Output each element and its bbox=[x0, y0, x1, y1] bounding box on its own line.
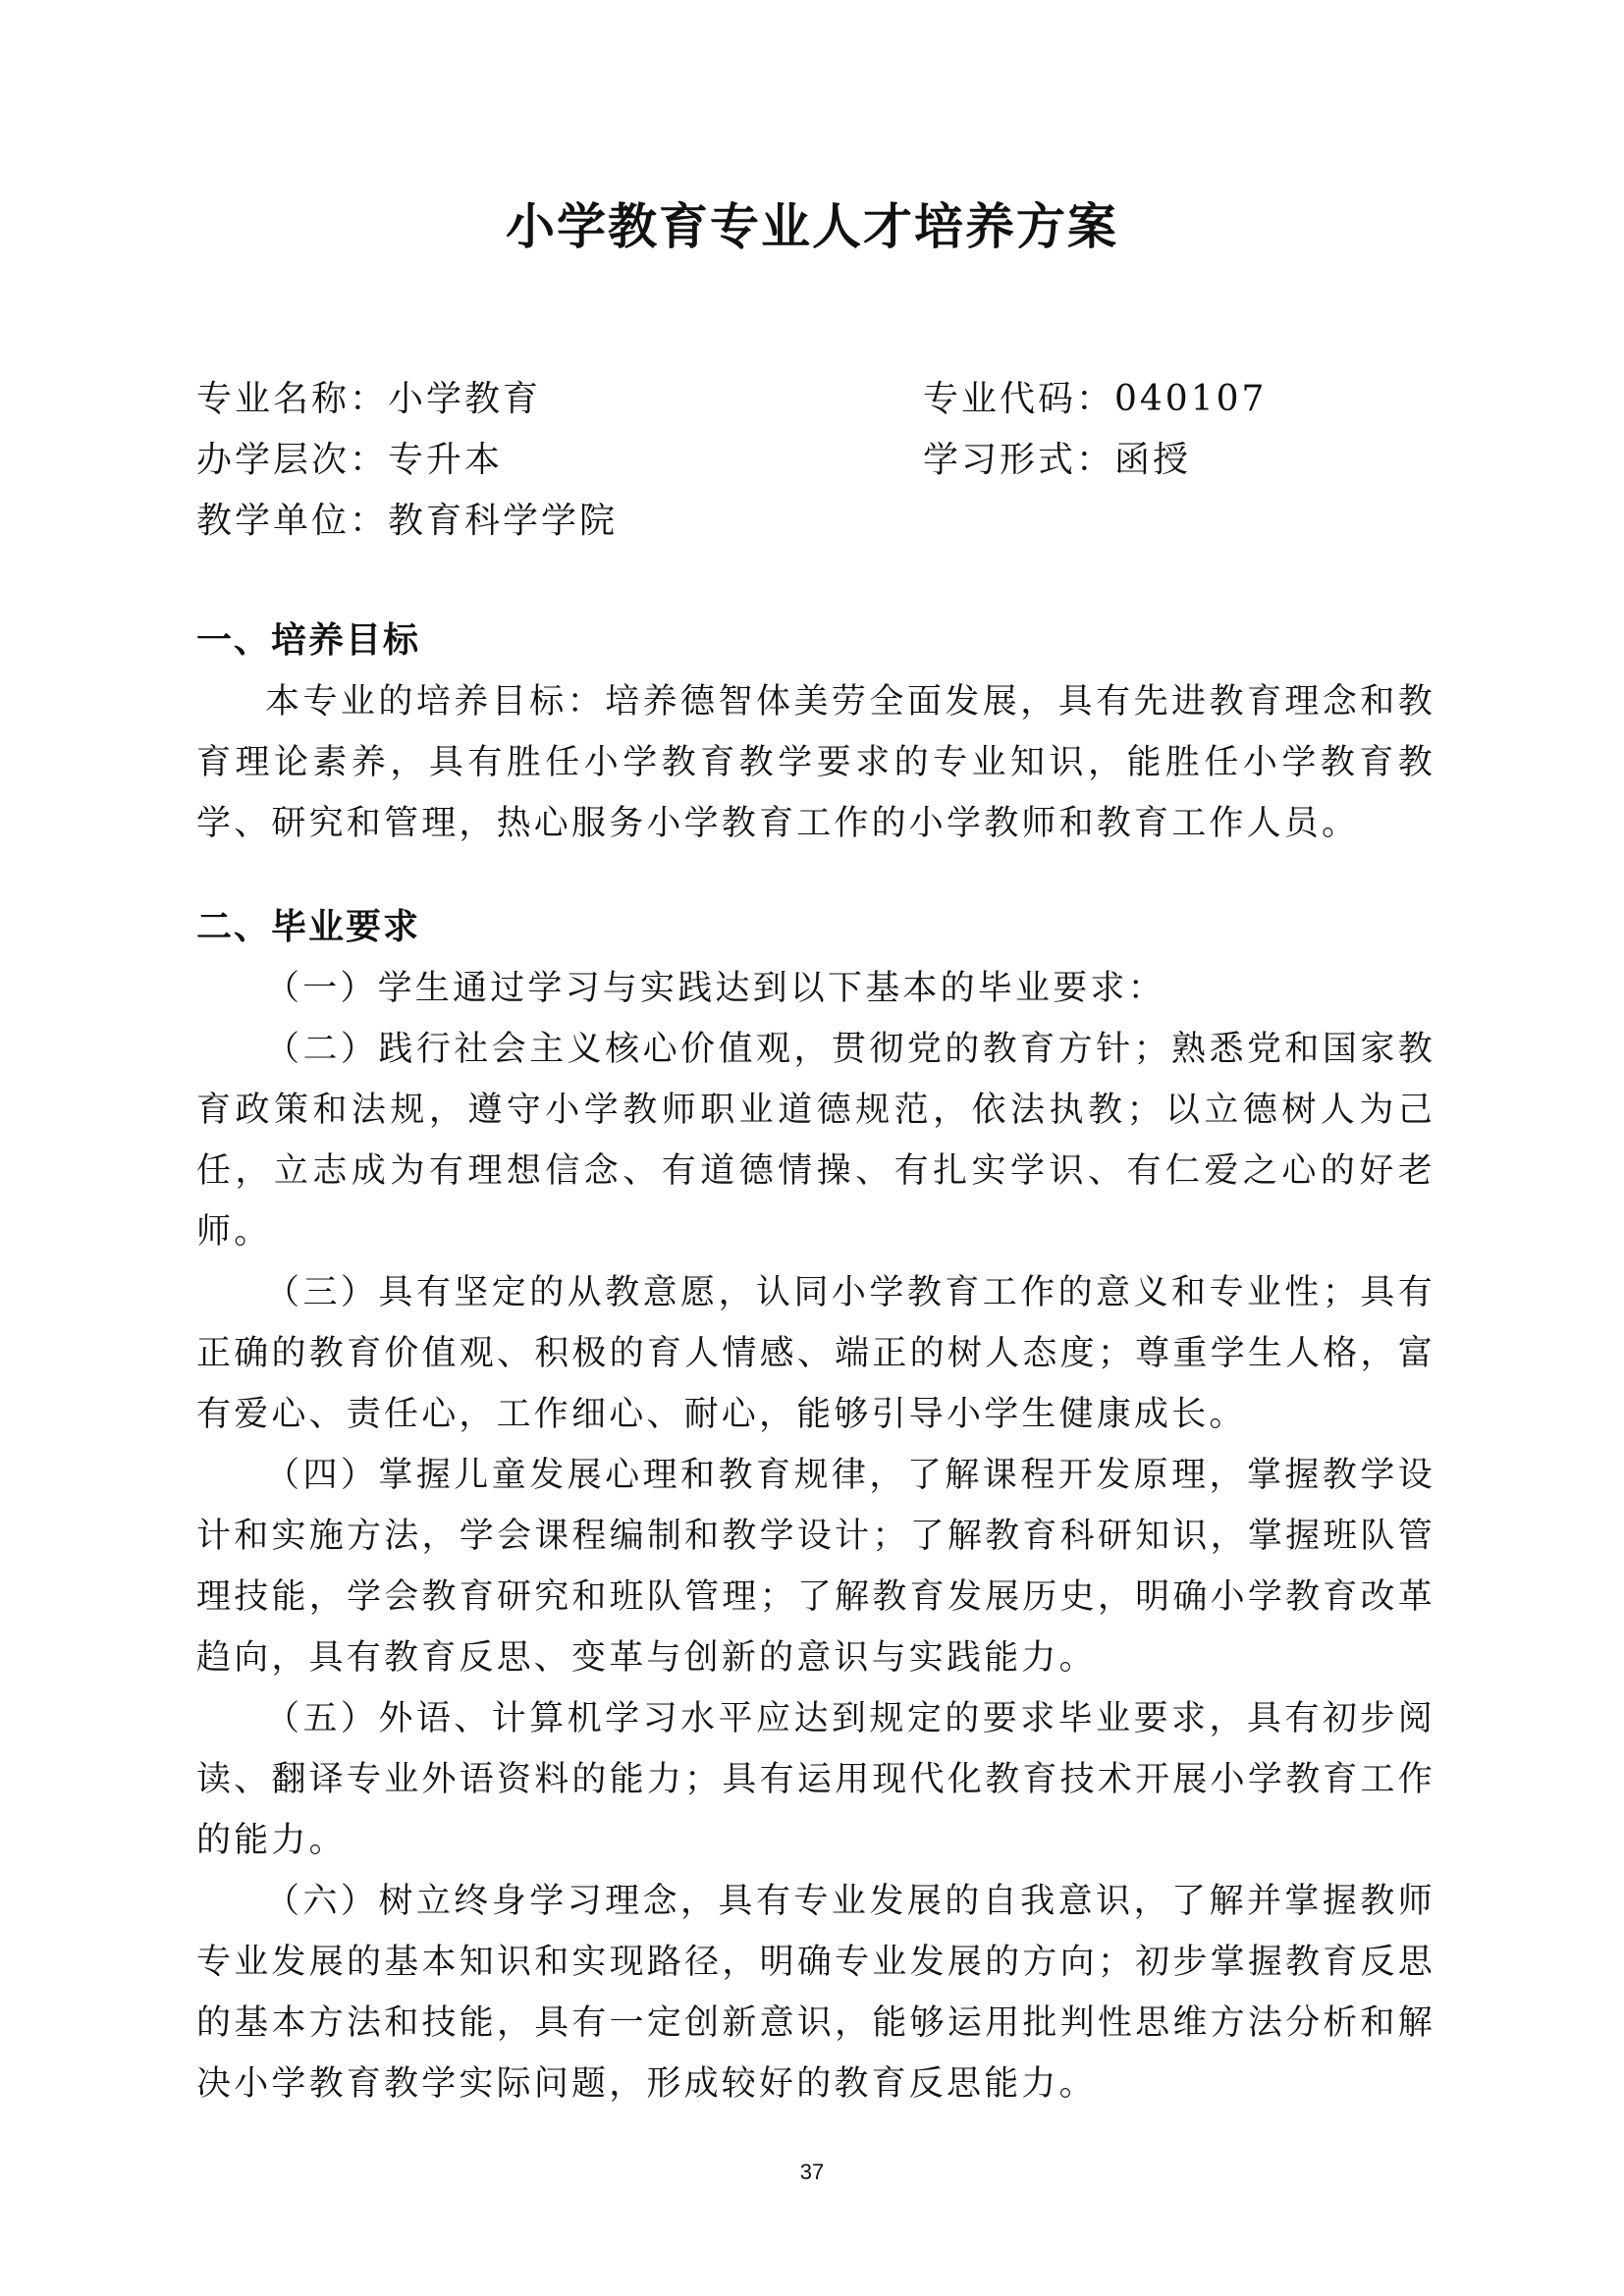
section-heading-objectives: 一、培养目标 bbox=[196, 620, 421, 661]
document-title: 小学教育专业人才培养方案 bbox=[506, 197, 1118, 255]
document-body bbox=[196, 611, 1435, 2114]
page-number: 37 bbox=[799, 2160, 825, 2184]
objectives-paragraph: 本专业的培养目标：培养德智体美劳全面发展，具有先进教育理念和教育理论素养，具有胜任小学教育教学要求的专业知识，能胜任小学教育教学、研究和管理，热心服务小学教育工作的小学教师和教育工作人员。 bbox=[196, 682, 1435, 843]
requirement-paragraph-6: （六）树立终身学习理念，具有专业发展的自我意识，了解并掌握教师专业发展的基本知识和实现路径，明确专业发展的方向；初步掌握教育反思的基本方法和技能，具有一定创新意识，能够运用批判性思维方法分析和解决小学教育教学实际问题，形成较好的教育反思能力。 bbox=[196, 1882, 1435, 2104]
requirement-paragraph-3: （三）具有坚定的从教意愿，认同小学教育工作的意义和专业性；具有正确的教育价值观、积极的育人情感、端正的树人态度；尊重学生人格，富有爱心、责任心，工作细心、耐心，能够引导小学生健康成长。 bbox=[196, 1273, 1435, 1434]
requirement-paragraph-2: （二）践行社会主义核心价值观，贯彻党的教育方针；熟悉党和国家教育政策和法规，遵守小学教师职业道德规范，依法执教；以立德树人为己任，立志成为有理想信念、有道德情操、有扎实学识、有仁爱之心的好老师。 bbox=[196, 1030, 1435, 1252]
requirement-paragraph-5: （五）外语、计算机学习水平应达到规定的要求毕业要求，具有初步阅读、翻译专业外语资料的能力；具有运用现代化教育技术开展小学教育工作的能力。 bbox=[196, 1699, 1435, 1860]
teaching-unit: 教学单位：教育科学学院 bbox=[196, 501, 619, 541]
section-spacer bbox=[196, 854, 1435, 897]
program-level: 办学层次：专升本 bbox=[196, 440, 504, 480]
program-info bbox=[196, 369, 1434, 552]
program-info-row bbox=[196, 430, 1434, 491]
requirement-paragraph-1: （一）学生通过学习与实践达到以下基本的毕业要求： bbox=[265, 969, 1165, 1008]
requirement-paragraph-4: （四）掌握儿童发展心理和教育规律，了解课程开发原理，掌握教学设计和实施方法，学会课程编制和教学设计；了解教育科研知识，掌握班队管理技能，学会教育研究和班队管理；了解教育发展历史，明确小学教育改革趋向，具有教育反思、变革与创新的意识与实践能力。 bbox=[196, 1456, 1435, 1678]
study-form: 学习形式：函授 bbox=[923, 440, 1192, 480]
section-heading-graduation-requirements: 二、毕业要求 bbox=[196, 907, 421, 947]
program-info-row bbox=[196, 369, 1434, 430]
program-info-row bbox=[196, 491, 1434, 552]
major-name: 专业名称：小学教育 bbox=[196, 379, 542, 419]
major-code: 专业代码：040107 bbox=[923, 379, 1268, 419]
